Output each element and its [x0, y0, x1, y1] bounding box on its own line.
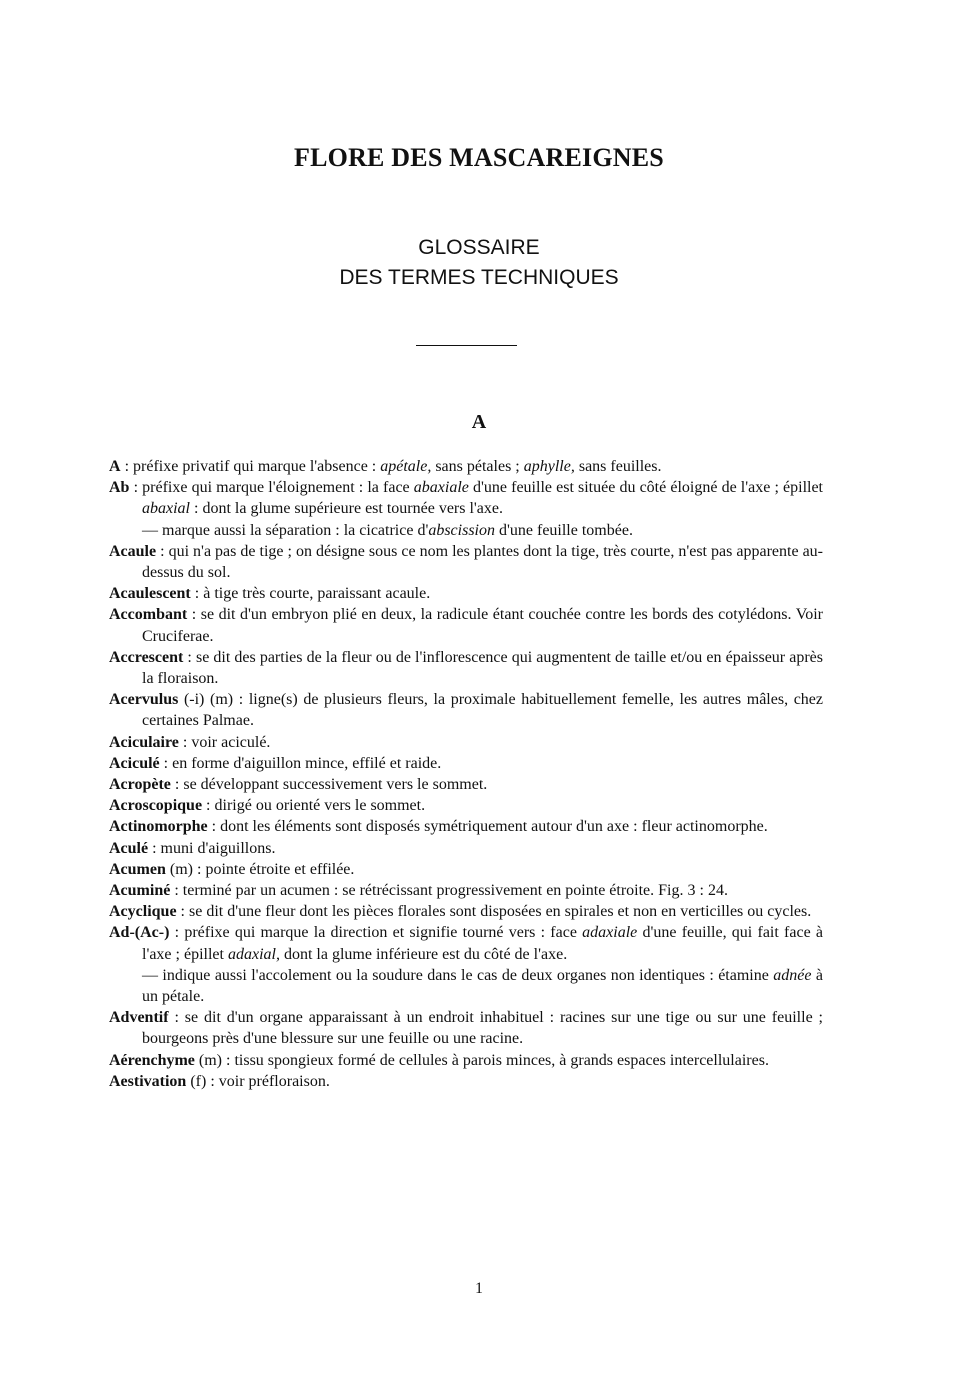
glossary-entry-aciculaire — [109, 732, 823, 753]
page-number: 1 — [475, 1280, 483, 1297]
entry-italic: abscission — [428, 521, 495, 539]
entry-text: : préfixe privatif qui marque l'absence : — [120, 458, 381, 475]
glossary-entry-acaule — [109, 541, 823, 583]
glossary-entry-acumine — [109, 880, 823, 901]
section-subtitle — [0, 233, 958, 293]
glossary-entry-acicule — [109, 753, 823, 774]
entry-text: : terminé par un acumen : se rétrécissant progressivement en pointe étroite. Fig. 3 : 24. — [170, 882, 728, 900]
entry-text: : dont les éléments sont disposés symétriquement autour d'un axe : fleur actinomorphe. — [207, 818, 768, 836]
glossary-entry-ad-continued — [109, 965, 823, 1007]
entry-term: Aérenchyme — [109, 1051, 195, 1069]
entry-text: : préfixe qui marque la direction et signifie tourné vers : face — [169, 924, 583, 942]
section-letter: A — [471, 411, 487, 433]
entry-text: d'une feuille tombée. — [495, 521, 633, 539]
entry-text: : se dit d'un organe apparaissant à un endroit inhabituel : racines sur une tige ou sur une feuille ; bourgeons près d'une blessure sur une feuille ou une racine. — [142, 1009, 823, 1048]
glossary-entry-acroscopique — [109, 795, 823, 816]
entry-text: d'une feuille, qui fait face à l'axe ; épillet — [142, 924, 824, 963]
entry-italic: adaxial, — [227, 945, 280, 963]
entry-text: : à tige très courte, paraissant acaule. — [190, 585, 431, 603]
entry-text: (m) : tissu spongieux formé de cellules à parois minces, à grands espaces intercellulaires. — [194, 1051, 769, 1069]
entry-text: à un pétale. — [142, 966, 823, 1006]
glossary-entry-ab — [109, 477, 823, 519]
divider-rule — [416, 345, 517, 346]
entry-text: : se dit des parties de la fleur ou de l'inflorescence qui augmentent de taille et/ou en épaisseur après la floraison. — [142, 648, 823, 688]
entry-text: (m) : pointe étroite et effilée. — [165, 860, 355, 878]
entry-text: — indique aussi l'accolement ou la soudure dans le cas de deux organes non identiques : étamine — [142, 966, 774, 984]
entry-text: : dirigé ou orienté vers le sommet. — [202, 797, 426, 815]
entry-term: A — [109, 458, 121, 475]
entry-text: (-i) (m) : ligne(s) de plusieurs fleurs, la proximale habituellement femelle, les autres mâles, chez certaines Palmae. — [142, 691, 823, 730]
entry-term: Ab — [109, 479, 130, 497]
subtitle-line-1: GLOSSAIRE — [418, 236, 540, 259]
entry-text: : voir aciculé. — [178, 733, 271, 751]
glossary-entry-accrescent — [109, 647, 823, 689]
entry-italic: abaxiale — [413, 479, 469, 497]
entry-italic: adnée — [773, 966, 812, 984]
entry-text: : préfixe qui marque l'éloignement : la face — [129, 479, 414, 497]
entry-text: — marque aussi la séparation : la cicatrice d' — [142, 521, 429, 539]
entry-term: Acyclique — [109, 903, 177, 921]
entry-text: d'une feuille est située du côté éloigné de l'axe ; épillet — [468, 479, 824, 497]
entry-term: Actinomorphe — [109, 818, 208, 836]
entry-term: Acumen — [109, 860, 166, 878]
entry-term: Acaulescent — [109, 585, 191, 603]
entry-text: : se dit d'un embryon plié en deux, la radicule étant couchée contre les bords des cotylédons. Voir Cruciferae. — [142, 606, 823, 645]
glossary-entry-acervulus — [109, 689, 823, 731]
entry-term: Acropète — [109, 776, 171, 794]
entry-text: (f) : voir préfloraison. — [186, 1072, 330, 1090]
glossary-entry-aerenchyme — [109, 1050, 823, 1071]
entry-term: Aciculaire — [109, 733, 179, 751]
entry-term: Acaule — [109, 542, 157, 560]
subtitle-line-2: DES TERMES TECHNIQUES — [339, 266, 619, 289]
glossary-entry-adventif — [109, 1007, 823, 1049]
entry-text: : qui n'a pas de tige ; on désigne sous ce nom les plantes dont la tige, très courte, n'est pas apparente au-dessus du sol. — [142, 542, 823, 582]
glossary-entry-acumen — [109, 859, 823, 880]
glossary-entry-aestivation — [109, 1071, 823, 1092]
entry-term: Ad-(Ac-) — [109, 924, 170, 942]
entry-term: Aestivation — [109, 1072, 187, 1090]
entry-text: sans pétales ; — [431, 458, 524, 475]
glossary-entry-actinomorphe — [109, 816, 823, 837]
entry-term: Accrescent — [109, 648, 184, 666]
entry-italic: abaxial — [142, 500, 190, 518]
entry-text: : se dit d'une fleur dont les pièces florales sont disposées en spirales et non en verticilles ou cycles. — [176, 903, 812, 921]
glossary-entry-acule — [109, 838, 823, 859]
entry-term: Acuminé — [109, 882, 171, 900]
glossary-entry-ab-continued — [109, 520, 823, 541]
entry-text: dont la glume inférieure est du côté de l'axe. — [279, 945, 568, 963]
entry-text: : en forme d'aiguillon mince, effilé et raide. — [159, 754, 442, 772]
entry-text: : muni d'aiguillons. — [148, 839, 276, 857]
glossary-entry-acaulescent — [109, 583, 823, 604]
entry-term: Aculé — [109, 839, 149, 857]
glossary-entry-accombant — [109, 604, 823, 646]
entry-term: Acervulus — [109, 691, 179, 709]
entry-term: Aciculé — [109, 754, 160, 772]
glossary-entry-a — [109, 456, 823, 477]
glossary-entry-acyclique — [109, 901, 823, 922]
book-title: FLORE DES MASCAREIGNES — [294, 143, 664, 172]
glossary-entry-ad — [109, 922, 823, 964]
entry-italic: aphylle, — [523, 458, 575, 475]
glossary-entry-acropete — [109, 774, 823, 795]
entry-term: Acroscopique — [109, 797, 203, 815]
entry-text: : se développant successivement vers le sommet. — [170, 776, 488, 794]
entry-text: sans feuilles. — [574, 458, 662, 475]
entry-text: : dont la glume supérieure est tournée vers l'axe. — [190, 500, 503, 518]
entry-italic: apétale, — [380, 458, 432, 475]
entry-term: Accombant — [109, 606, 188, 624]
entry-italic: adaxiale — [582, 924, 638, 942]
entry-term: Adventif — [109, 1009, 169, 1027]
glossary-entries — [109, 456, 823, 1092]
